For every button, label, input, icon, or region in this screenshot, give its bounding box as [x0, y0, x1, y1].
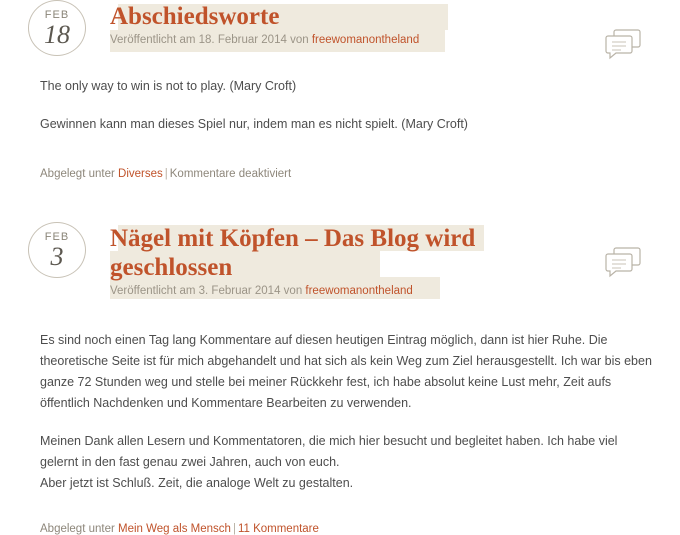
post-abschiedsworte [18, 0, 662, 180]
post-footer [40, 166, 654, 180]
footer-separator: | [164, 168, 168, 180]
post-meta-date: Veröffentlicht am 3. Februar 2014 von [110, 285, 306, 297]
post-footer [40, 521, 654, 535]
post-naegel-mit-koepfen [18, 222, 662, 535]
post-author-link[interactable]: freewomanontheland [311, 34, 420, 46]
post-author-link[interactable]: freewomanontheland [305, 285, 413, 297]
post-title-wrap [110, 222, 662, 297]
footer-separator: | [232, 523, 236, 535]
spacer [18, 56, 662, 76]
post-header [18, 0, 662, 56]
post-meta-date: Veröffentlicht am 18. Februar 2014 von [110, 34, 312, 46]
post-paragraph: Gewinnen kann man dieses Spiel nur, indem man es nicht spielt. (Mary Croft) [40, 117, 468, 131]
post-paragraph: Meinen Dank allen Lesern und Kommentatoren, die mich hier besucht und begleitet haben. Ich habe viel gelernt in den fast genau zwei Jahren, auch von euch. [40, 434, 618, 469]
post-meta [110, 34, 662, 46]
filed-under-label: Abgelegt unter [40, 523, 119, 535]
post-body [40, 330, 654, 494]
post-title[interactable]: Abschiedsworte [110, 3, 280, 30]
post-title-wrap [110, 0, 662, 46]
category-link[interactable]: Mein Weg als Mensch [118, 523, 231, 535]
post-date-badge [28, 222, 86, 278]
spacer [18, 306, 662, 330]
comments-bubble-icon[interactable] [604, 244, 644, 278]
post-date-badge [28, 0, 86, 56]
category-link[interactable]: Diverses [118, 168, 163, 180]
comments-status: Kommentare deaktiviert [169, 168, 292, 180]
post-paragraph: Es sind noch einen Tag lang Kommentare auf diesen heutigen Eintrag möglich, dann ist hier Ruhe. Die theoretische Seite ist für mich abgehandelt und hat sich als kein Weg zum Ziel herausgestellt. Ich war bis eben ganze 72 Stunden weg und stelle bei meiner Rückkehr fest, ich habe absolut keine Lust mehr, Zeit aufs öffentlich Nachdenken und Kommentare Bearbeiten zu verwenden. [40, 333, 652, 410]
post-paragraph: Aber jetzt ist Schluß. Zeit, die analoge Welt zu gestalten. [40, 476, 354, 490]
post-date-month: FEB [44, 9, 70, 21]
post-paragraph: The only way to win is not to play. (Mary Croft) [40, 79, 297, 93]
post-date-month: FEB [44, 231, 70, 243]
post-meta [110, 285, 662, 297]
post-title[interactable]: Nägel mit Köpfen – Das Blog wird geschlossen [110, 225, 476, 281]
spacer [18, 511, 662, 521]
post-gap [18, 180, 662, 222]
spacer [18, 152, 662, 166]
post-body [40, 76, 654, 135]
post-header [18, 222, 662, 306]
post-date-day: 3 [50, 242, 64, 271]
comments-count-link[interactable]: 11 Kommentare [237, 523, 319, 535]
filed-under-label: Abgelegt unter [40, 168, 119, 180]
post-date-day: 18 [44, 20, 70, 49]
